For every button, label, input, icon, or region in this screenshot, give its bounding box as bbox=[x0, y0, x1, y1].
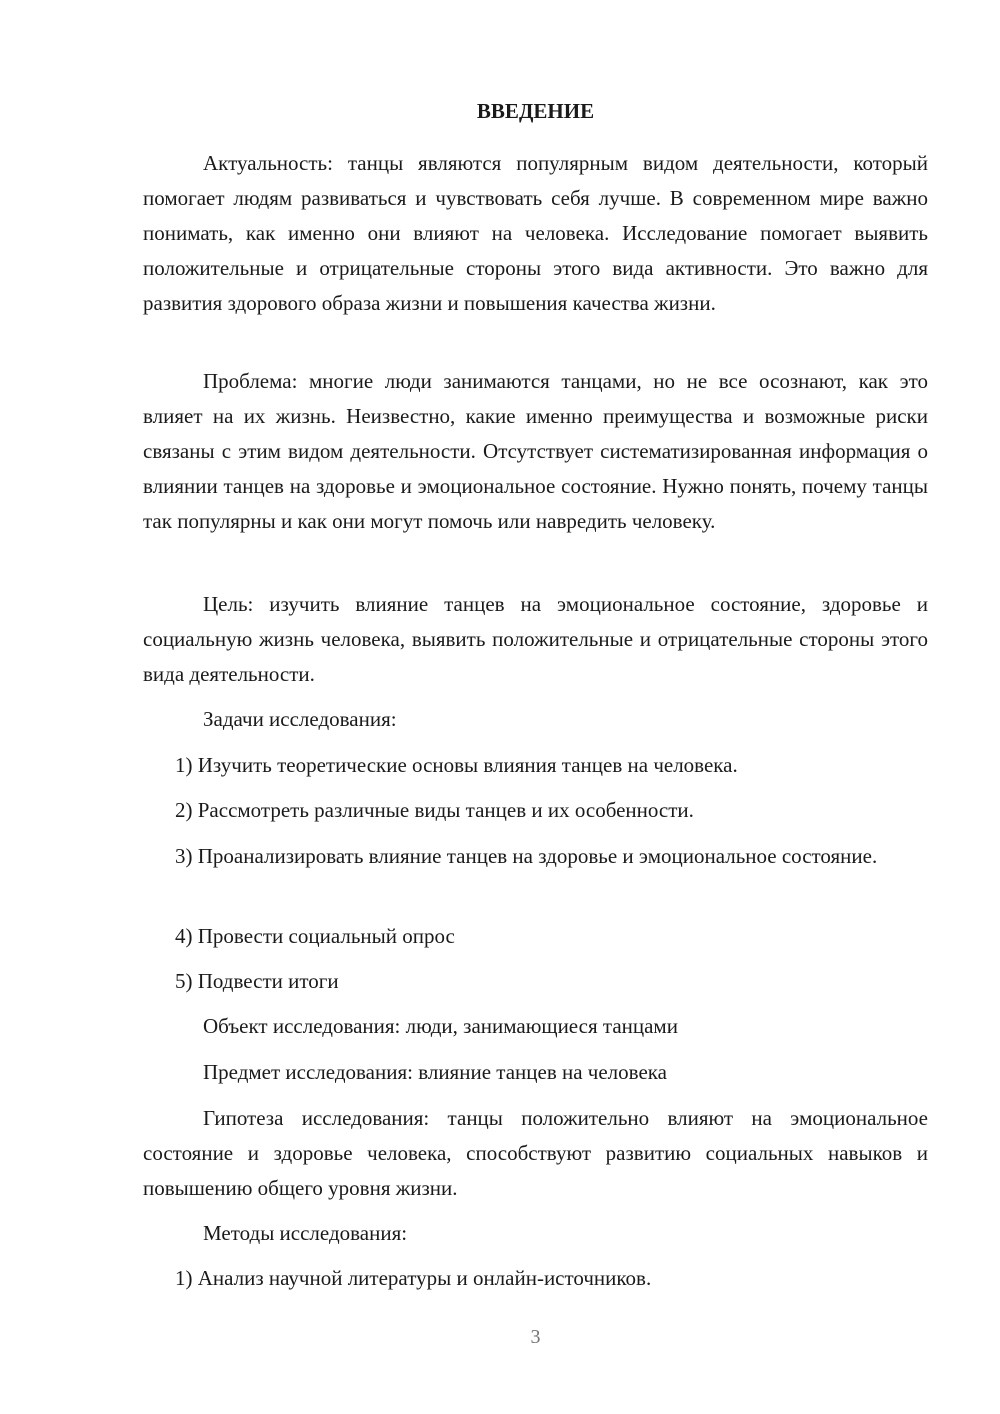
page-number: 3 bbox=[530, 1326, 541, 1348]
paragraph-goal: Цель: изучить влияние танцев на эмоциональное состояние, здоровье и социальную жизнь человека, выявить положительные и отрицательные стороны этого вида деятельности. bbox=[143, 592, 928, 686]
paragraph-subject: Предмет исследования: влияние танцев на человека bbox=[203, 1060, 667, 1084]
task-item-3: 3) Проанализировать влияние танцев на здоровье и эмоциональное состояние. bbox=[175, 844, 878, 868]
method-item-1: 1) Анализ научной литературы и онлайн-источников. bbox=[175, 1266, 652, 1290]
task-item-2: 2) Рассмотреть различные виды танцев и их особенности. bbox=[175, 798, 694, 822]
methods-heading: Методы исследования: bbox=[203, 1221, 408, 1245]
paragraph-relevance: Актуальность: танцы являются популярным видом деятельности, который помогает людям развиваться и чувствовать себя лучше. В современном мире важно понимать, как именно они влияют на человека. Исследование помогает выявить положительные и отрицательные стороны этого вида активности. Это важно для развития здорового образа жизни и повышения качества жизни. bbox=[143, 151, 928, 315]
paragraph-problem: Проблема: многие люди занимаются танцами, но не все осознают, как это влияет на их жизнь. Неизвестно, какие именно преимущества и возможные риски связаны с этим видом деятельности. Отсутствует систематизированная информация о влиянии танцев на здоровье и эмоциональное состояние. Нужно понять, почему танцы так популярны и как они могут помочь или навредить человеку. bbox=[143, 369, 928, 533]
task-item-1: 1) Изучить теоретические основы влияния танцев на человека. bbox=[175, 753, 738, 777]
tasks-heading: Задачи исследования: bbox=[203, 707, 397, 731]
paragraph-hypothesis: Гипотеза исследования: танцы положительно влияют на эмоциональное состояние и здоровье человека, способствуют развитию социальных навыков и повышению общего уровня жизни. bbox=[143, 1106, 928, 1200]
section-title: ВВЕДЕНИЕ bbox=[476, 99, 595, 123]
paragraph-object: Объект исследования: люди, занимающиеся танцами bbox=[203, 1014, 678, 1038]
task-item-5: 5) Подвести итоги bbox=[175, 969, 339, 993]
task-item-4: 4) Провести социальный опрос bbox=[175, 924, 455, 948]
